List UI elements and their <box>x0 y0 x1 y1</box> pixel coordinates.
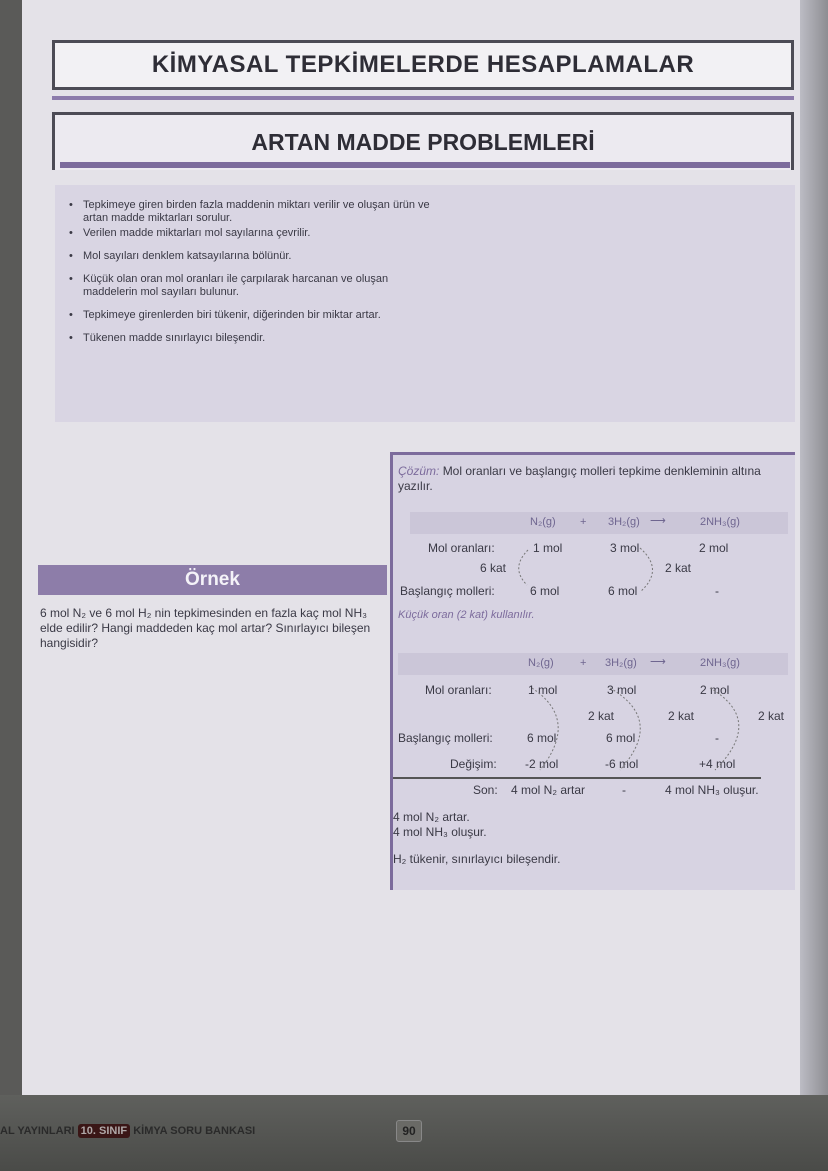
list-item: • Verilen madde miktarları mol sayılarına çevrilir. <box>83 227 443 240</box>
row-label: Başlangıç molleri: <box>400 584 495 598</box>
result-line: H₂ tükenir, sınırlayıcı bileşendir. <box>393 852 561 866</box>
cell: - <box>622 783 626 797</box>
eq-plus: + <box>580 657 587 669</box>
arrow-h2 <box>610 688 640 770</box>
solution-intro <box>398 464 788 494</box>
eq-n2: N₂(g) <box>528 657 554 669</box>
cell: 2 mol <box>700 683 730 697</box>
arrow-2kat <box>640 548 653 592</box>
eq-h2: 3H₂(g) <box>605 657 637 669</box>
list-item: • Tepkimeye girenlerden biri tükenir, diğerinden bir miktar artar. <box>83 309 443 322</box>
divider <box>52 96 794 100</box>
intro-text: Mol oranları ve başlangıç molleri tepkime denkleminin altına yazılır. <box>398 464 761 493</box>
eq-plus: + <box>580 516 587 528</box>
eq-n2: N₂(g) <box>530 516 556 528</box>
page-edge <box>800 0 828 1100</box>
eq-nh3: 2NH₃(g) <box>700 516 740 528</box>
arrow-nh3 <box>710 688 739 770</box>
grade-badge: 10. SINIF <box>78 1124 130 1138</box>
cell: 6 mol <box>606 731 636 745</box>
cell: - <box>715 584 719 598</box>
solution-label: Çözüm: <box>398 464 440 478</box>
row-label: Başlangıç molleri: <box>398 731 493 745</box>
arrow-n2 <box>532 688 558 770</box>
arrow-6kat <box>519 550 528 585</box>
factor-label: 2 kat <box>668 709 695 723</box>
footer-text <box>0 1125 255 1137</box>
list-item: • Mol sayıları denklem katsayılarına bölünür. <box>83 250 443 263</box>
cell: 1 mol <box>528 683 558 697</box>
cell: - <box>715 731 719 745</box>
factor-label: 2 kat <box>665 561 692 575</box>
page-number: 90 <box>396 1120 422 1142</box>
eq-arrow: ⟶ <box>650 515 666 527</box>
result-line: 4 mol N₂ artar. <box>393 810 470 824</box>
cell: 6 mol <box>527 731 557 745</box>
cell: 3 mol <box>607 683 637 697</box>
cell: 1 mol <box>533 541 563 555</box>
row-label: Mol oranları: <box>425 683 492 697</box>
factor-label: 2 kat <box>588 709 615 723</box>
cell: 2 mol <box>699 541 729 555</box>
rules-list <box>55 185 795 422</box>
cell: +4 mol <box>699 757 736 771</box>
result-line: 4 mol NH₃ oluşur. <box>393 825 487 839</box>
factor-label: 6 kat <box>480 561 507 575</box>
cell: 3 mol <box>610 541 640 555</box>
list-item: • Tükenen madde sınırlayıcı bileşendir. <box>83 332 443 345</box>
cell: 4 mol N₂ artar <box>511 783 586 797</box>
cell: -6 mol <box>605 757 639 771</box>
cell: 4 mol NH₃ oluşur. <box>665 783 759 797</box>
page-title: KİMYASAL TEPKİMELERDE HESAPLAMALAR <box>52 40 794 90</box>
list-item: • Küçük olan oran mol oranları ile çarpılarak harcanan ve oluşan maddelerin mol sayıları bulunur. <box>83 273 443 299</box>
eq-h2: 3H₂(g) <box>608 516 640 528</box>
factor-label: 2 kat <box>758 709 785 723</box>
section-title: ARTAN MADDE PROBLEMLERİ <box>52 112 794 170</box>
cell: -2 mol <box>525 757 559 771</box>
eq-arrow: ⟶ <box>650 656 666 668</box>
dashed-arrows <box>390 520 790 820</box>
book-title: KİMYA SORU BANKASI <box>133 1125 256 1137</box>
list-item: • Tepkimeye giren birden fazla maddenin miktarı verilir ve oluşan ürün ve artan madde miktarları sorulur. <box>83 199 443 225</box>
publisher: AL YAYINLARI <box>0 1125 75 1137</box>
cell: 6 mol <box>608 584 638 598</box>
results <box>393 810 560 867</box>
example-question: 6 mol N₂ ve 6 mol H₂ nin tepkimesinden en fazla kaç mol NH₃ elde edilir? Hangi maddeden kaç mol artar? Sınırlayıcı bileşen hangisidir? <box>40 606 371 650</box>
row-label: Değişim: <box>450 757 497 771</box>
divider <box>60 162 790 168</box>
example-label: Örnek <box>38 565 387 595</box>
note: Küçük oran (2 kat) kullanılır. <box>398 609 535 621</box>
row-label: Son: <box>473 783 498 797</box>
cell: 6 mol <box>530 584 560 598</box>
row-label: Mol oranları: <box>428 541 495 555</box>
eq-nh3: 2NH₃(g) <box>700 657 740 669</box>
